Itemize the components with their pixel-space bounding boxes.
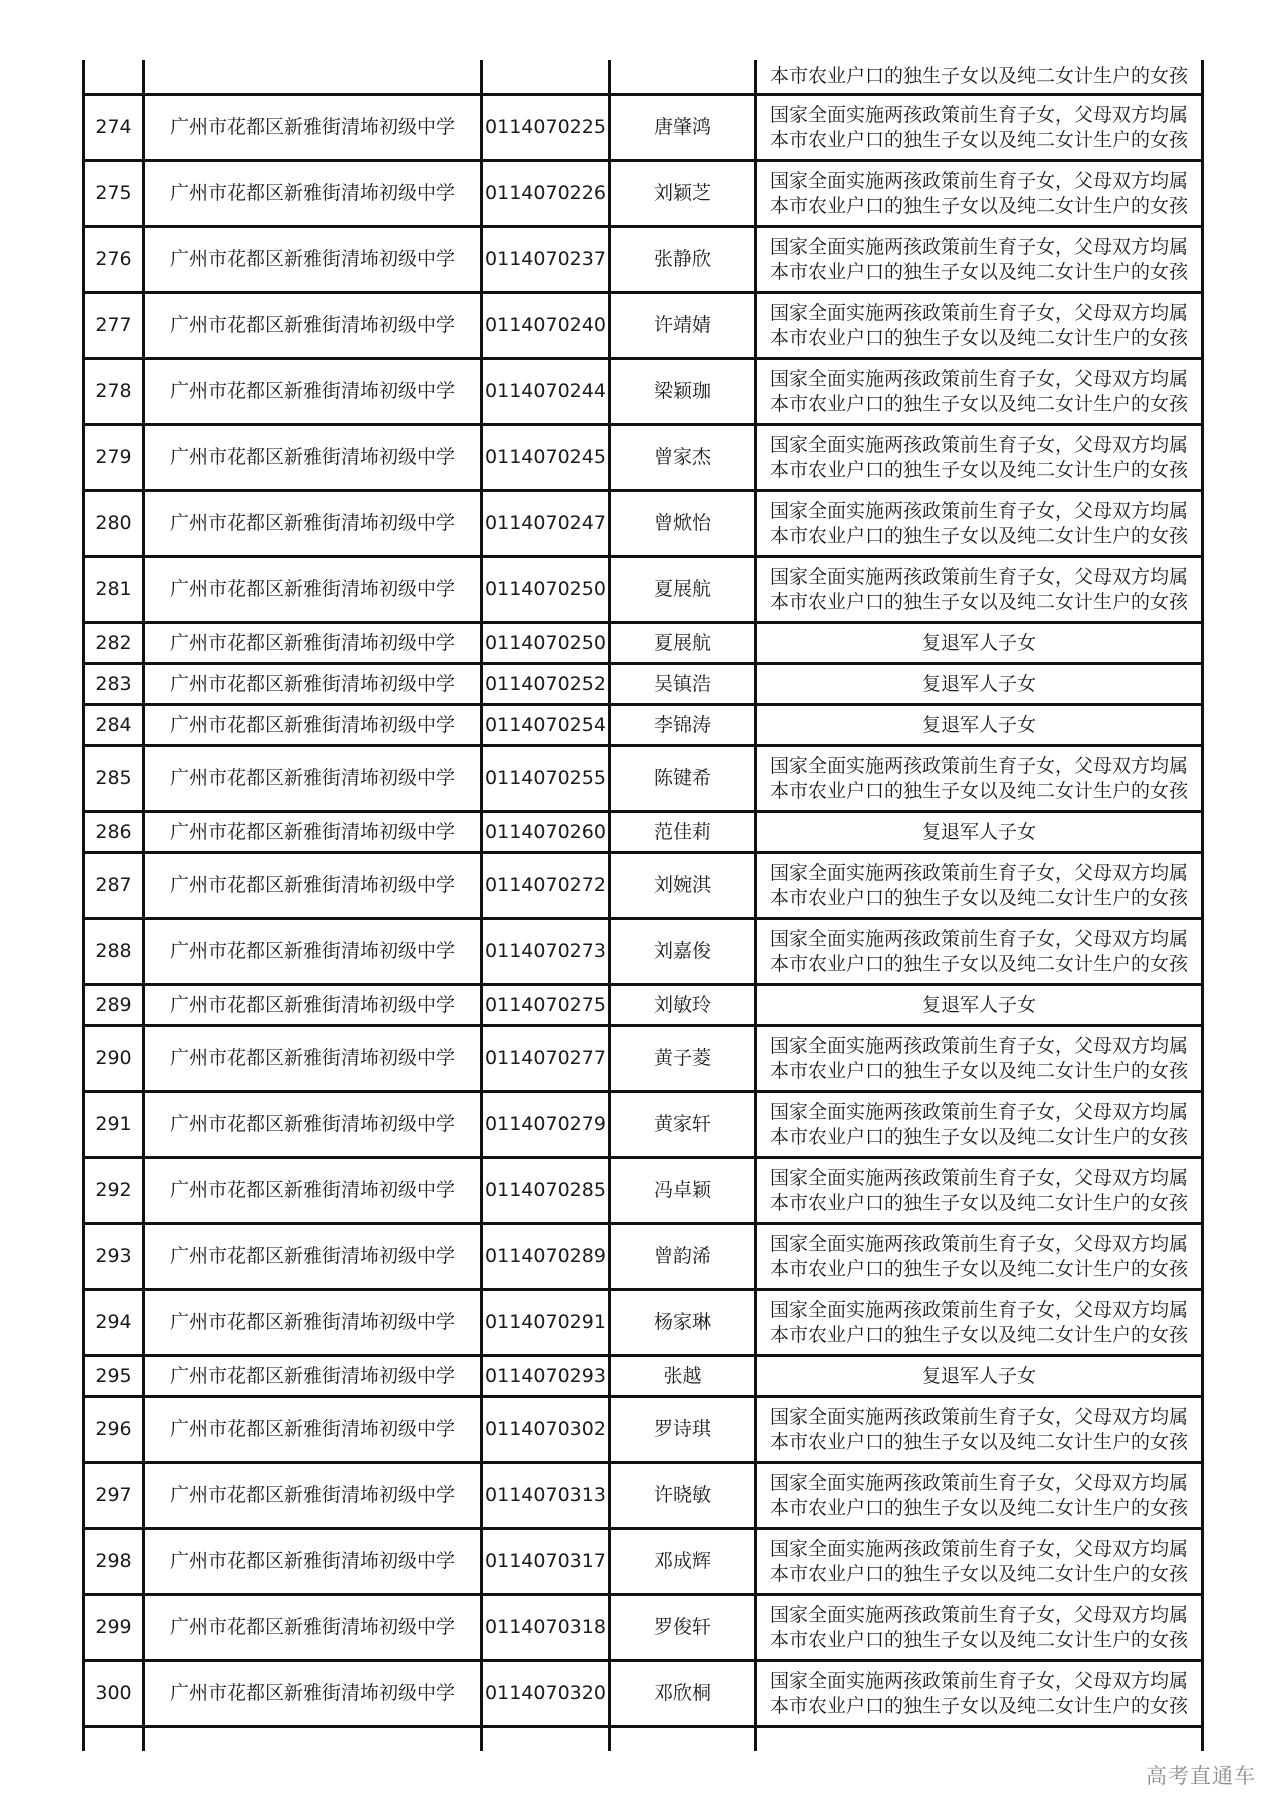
cell-no: 300 (82, 1662, 142, 1725)
cell-id: 0114070313 (480, 1464, 608, 1527)
table-row (82, 228, 1204, 294)
table-row (82, 1464, 1204, 1530)
cell-no: 299 (82, 1596, 142, 1659)
cell-id: 0114070250 (480, 558, 608, 621)
cell-school: 广州市花都区新雅街清㘵初级中学 (142, 854, 480, 917)
cell-school: 广州市花都区新雅街清㘵初级中学 (142, 1530, 480, 1593)
table-row (82, 665, 1204, 706)
cell-school: 广州市花都区新雅街清㘵初级中学 (142, 1291, 480, 1354)
table-row (82, 706, 1204, 747)
reason-line-2: 本市农业户口的独生子女以及纯二女计生户的女孩 (769, 1562, 1188, 1585)
cell-no: 293 (82, 1225, 142, 1288)
cell-no: 292 (82, 1159, 142, 1222)
table-row (82, 1027, 1204, 1093)
reason-line-2: 本市农业户口的独生子女以及纯二女计生户的女孩 (769, 260, 1188, 283)
cell-school: 广州市花都区新雅街清㘵初级中学 (142, 1662, 480, 1725)
cell-id: 0114070272 (480, 854, 608, 917)
reason-text: 复退军人子女 (921, 993, 1036, 1016)
cell-name: 范佳莉 (608, 813, 754, 851)
cell-id: 0114070317 (480, 1530, 608, 1593)
cell-no: 275 (82, 162, 142, 225)
cell-no: 289 (82, 986, 142, 1024)
cell-school: 广州市花都区新雅街清㘵初级中学 (142, 1596, 480, 1659)
cell-no: 290 (82, 1027, 142, 1090)
cell-school (142, 60, 480, 93)
reason-line-2: 本市农业户口的独生子女以及纯二女计生户的女孩 (769, 392, 1188, 415)
cell-reason (754, 96, 1204, 159)
reason-line-1: 国家全面实施两孩政策前生育子女，父母双方均属 (769, 1537, 1188, 1560)
reason-line-1: 国家全面实施两孩政策前生育子女，父母双方均属 (769, 1298, 1188, 1321)
reason-line-2: 本市农业户口的独生子女以及纯二女计生户的女孩 (769, 1059, 1188, 1082)
cell-school: 广州市花都区新雅街清㘵初级中学 (142, 1093, 480, 1156)
cell-no: 288 (82, 920, 142, 983)
cell-reason (754, 426, 1204, 489)
cell-name: 刘婉淇 (608, 854, 754, 917)
cell-name: 李锦涛 (608, 706, 754, 744)
cell-reason (754, 1159, 1204, 1222)
cell-id: 0114070320 (480, 1662, 608, 1725)
reason-line-2: 本市农业户口的独生子女以及纯二女计生户的女孩 (769, 458, 1188, 481)
cell-name (608, 1728, 754, 1751)
cell-no: 296 (82, 1398, 142, 1461)
reason-line-2: 本市农业户口的独生子女以及纯二女计生户的女孩 (769, 1694, 1188, 1717)
cell-id: 0114070252 (480, 665, 608, 703)
table-row-partial-top (82, 60, 1204, 96)
table-row (82, 492, 1204, 558)
table-row (82, 558, 1204, 624)
cell-id (480, 60, 608, 93)
cell-id: 0114070293 (480, 1357, 608, 1395)
reason-line-1: 国家全面实施两孩政策前生育子女，父母双方均属 (769, 861, 1188, 884)
reason-line-1: 国家全面实施两孩政策前生育子女，父母双方均属 (769, 754, 1188, 777)
cell-reason (754, 1027, 1204, 1090)
reason-line-2: 本市农业户口的独生子女以及纯二女计生户的女孩 (769, 1496, 1188, 1519)
table-row (82, 1530, 1204, 1596)
reason-line-2: 本市农业户口的独生子女以及纯二女计生户的女孩 (769, 1430, 1188, 1453)
cell-name: 许晓敏 (608, 1464, 754, 1527)
reason-line-2: 本市农业户口的独生子女以及纯二女计生户的女孩 (769, 194, 1188, 217)
reason-line-1: 国家全面实施两孩政策前生育子女，父母双方均属 (769, 169, 1188, 192)
cell-name (608, 60, 754, 93)
table-row (82, 1596, 1204, 1662)
cell-name: 刘敏玲 (608, 986, 754, 1024)
cell-name: 罗诗琪 (608, 1398, 754, 1461)
reason-line-2: 本市农业户口的独生子女以及纯二女计生户的女孩 (769, 1323, 1188, 1346)
reason-line-2: 本市农业户口的独生子女以及纯二女计生户的女孩 (769, 1257, 1188, 1280)
reason-line-1: 国家全面实施两孩政策前生育子女，父母双方均属 (769, 103, 1188, 126)
table-row (82, 920, 1204, 986)
cell-no (82, 1728, 142, 1751)
watermark: 高考直通车 (1146, 1764, 1256, 1788)
cell-id: 0114070260 (480, 813, 608, 851)
reason-line-2: 本市农业户口的独生子女以及纯二女计生户的女孩 (769, 590, 1188, 613)
reason-line-2: 本市农业户口的独生子女以及纯二女计生户的女孩 (769, 128, 1188, 151)
cell-reason (754, 1728, 1204, 1751)
cell-reason (754, 747, 1204, 810)
cell-no (82, 60, 142, 93)
reason-line-1: 国家全面实施两孩政策前生育子女，父母双方均属 (769, 235, 1188, 258)
table-row (82, 1093, 1204, 1159)
cell-no: 284 (82, 706, 142, 744)
cell-school: 广州市花都区新雅街清㘵初级中学 (142, 294, 480, 357)
cell-name: 黄家轩 (608, 1093, 754, 1156)
cell-reason (754, 1291, 1204, 1354)
reason-line-1: 国家全面实施两孩政策前生育子女，父母双方均属 (769, 1100, 1188, 1123)
cell-reason (754, 1357, 1204, 1395)
cell-no: 287 (82, 854, 142, 917)
cell-id: 0114070237 (480, 228, 608, 291)
cell-reason (754, 1398, 1204, 1461)
cell-reason (754, 854, 1204, 917)
cell-name: 梁颖珈 (608, 360, 754, 423)
cell-school: 广州市花都区新雅街清㘵初级中学 (142, 624, 480, 662)
cell-no: 286 (82, 813, 142, 851)
cell-school: 广州市花都区新雅街清㘵初级中学 (142, 1398, 480, 1461)
reason-line-1: 国家全面实施两孩政策前生育子女，父母双方均属 (769, 367, 1188, 390)
cell-school: 广州市花都区新雅街清㘵初级中学 (142, 360, 480, 423)
cell-school: 广州市花都区新雅街清㘵初级中学 (142, 426, 480, 489)
reason-line-1: 国家全面实施两孩政策前生育子女，父母双方均属 (769, 1405, 1188, 1428)
reason-line-2: 本市农业户口的独生子女以及纯二女计生户的女孩 (769, 1125, 1188, 1148)
reason-line-1: 国家全面实施两孩政策前生育子女，父母双方均属 (769, 301, 1188, 324)
cell-no: 291 (82, 1093, 142, 1156)
cell-name: 陈键希 (608, 747, 754, 810)
table-row (82, 426, 1204, 492)
table-row (82, 96, 1204, 162)
cell-no: 276 (82, 228, 142, 291)
cell-no: 278 (82, 360, 142, 423)
reason-line-2: 本市农业户口的独生子女以及纯二女计生户的女孩 (769, 886, 1188, 909)
cell-id: 0114070279 (480, 1093, 608, 1156)
cell-id: 0114070291 (480, 1291, 608, 1354)
cell-no: 298 (82, 1530, 142, 1593)
cell-id: 0114070273 (480, 920, 608, 983)
cell-name: 刘颖芝 (608, 162, 754, 225)
table-row-partial-bottom (82, 1728, 1204, 1751)
cell-school: 广州市花都区新雅街清㘵初级中学 (142, 665, 480, 703)
reason-line-1: 国家全面实施两孩政策前生育子女，父母双方均属 (769, 499, 1188, 522)
table-row (82, 294, 1204, 360)
cell-name: 杨家琳 (608, 1291, 754, 1354)
cell-name: 邓成辉 (608, 1530, 754, 1593)
cell-no: 277 (82, 294, 142, 357)
cell-school (142, 1728, 480, 1751)
cell-reason (754, 706, 1204, 744)
cell-school: 广州市花都区新雅街清㘵初级中学 (142, 986, 480, 1024)
reason-line-1: 国家全面实施两孩政策前生育子女，父母双方均属 (769, 1166, 1188, 1189)
cell-id: 0114070254 (480, 706, 608, 744)
reason-line-2: 本市农业户口的独生子女以及纯二女计生户的女孩 (769, 1191, 1188, 1214)
reason-line-2: 本市农业户口的独生子女以及纯二女计生户的女孩 (769, 524, 1188, 547)
cell-name: 邓欣桐 (608, 1662, 754, 1725)
table-row (82, 986, 1204, 1027)
table-row (82, 1662, 1204, 1728)
table-row (82, 1225, 1204, 1291)
cell-school: 广州市花都区新雅街清㘵初级中学 (142, 1357, 480, 1395)
cell-reason (754, 1662, 1204, 1725)
cell-name: 许靖婧 (608, 294, 754, 357)
table-row (82, 162, 1204, 228)
cell-no: 274 (82, 96, 142, 159)
cell-reason (754, 665, 1204, 703)
cell-school: 广州市花都区新雅街清㘵初级中学 (142, 558, 480, 621)
reason-line-2: 本市农业户口的独生子女以及纯二女计生户的女孩 (769, 952, 1188, 975)
cell-school: 广州市花都区新雅街清㘵初级中学 (142, 813, 480, 851)
cell-school: 广州市花都区新雅街清㘵初级中学 (142, 492, 480, 555)
cell-name: 唐肇鸿 (608, 96, 754, 159)
reason-line-2: 本市农业户口的独生子女以及纯二女计生户的女孩 (769, 326, 1188, 349)
cell-name: 吴镇浩 (608, 665, 754, 703)
cell-id: 0114070275 (480, 986, 608, 1024)
cell-reason (754, 60, 1204, 93)
cell-id (480, 1728, 608, 1751)
cell-school: 广州市花都区新雅街清㘵初级中学 (142, 96, 480, 159)
cell-id: 0114070277 (480, 1027, 608, 1090)
reason-text: 复退军人子女 (921, 1364, 1036, 1387)
cell-school: 广州市花都区新雅街清㘵初级中学 (142, 920, 480, 983)
cell-reason (754, 1225, 1204, 1288)
cell-reason (754, 1596, 1204, 1659)
cell-reason (754, 986, 1204, 1024)
reason-text: 复退军人子女 (921, 713, 1036, 736)
cell-school: 广州市花都区新雅街清㘵初级中学 (142, 1159, 480, 1222)
cell-id: 0114070240 (480, 294, 608, 357)
cell-id: 0114070250 (480, 624, 608, 662)
reason-line-1: 国家全面实施两孩政策前生育子女，父母双方均属 (769, 927, 1188, 950)
table-row (82, 747, 1204, 813)
cell-name: 曾家杰 (608, 426, 754, 489)
reason-text: 复退军人子女 (921, 672, 1036, 695)
cell-school: 广州市花都区新雅街清㘵初级中学 (142, 1464, 480, 1527)
cell-school: 广州市花都区新雅街清㘵初级中学 (142, 1225, 480, 1288)
cell-no: 280 (82, 492, 142, 555)
cell-id: 0114070226 (480, 162, 608, 225)
cell-id: 0114070285 (480, 1159, 608, 1222)
cell-reason (754, 813, 1204, 851)
cell-name: 冯卓颖 (608, 1159, 754, 1222)
table-row (82, 360, 1204, 426)
cell-name: 夏展航 (608, 624, 754, 662)
table-row (82, 1159, 1204, 1225)
reason-line-1: 国家全面实施两孩政策前生育子女，父母双方均属 (769, 1034, 1188, 1057)
cell-id: 0114070318 (480, 1596, 608, 1659)
cell-reason (754, 1093, 1204, 1156)
cell-no: 295 (82, 1357, 142, 1395)
cell-reason (754, 920, 1204, 983)
table-row (82, 624, 1204, 665)
cell-no: 285 (82, 747, 142, 810)
reason-line-2: 本市农业户口的独生子女以及纯二女计生户的女孩 (769, 779, 1188, 802)
reason-line-1: 国家全面实施两孩政策前生育子女，父母双方均属 (769, 565, 1188, 588)
reason-line-1: 国家全面实施两孩政策前生育子女，父母双方均属 (769, 1669, 1188, 1692)
cell-reason (754, 624, 1204, 662)
reason-line-1: 国家全面实施两孩政策前生育子女，父母双方均属 (769, 1232, 1188, 1255)
reason-line-2: 本市农业户口的独生子女以及纯二女计生户的女孩 (769, 1628, 1188, 1651)
cell-id: 0114070289 (480, 1225, 608, 1288)
reason-line-1: 国家全面实施两孩政策前生育子女，父母双方均属 (769, 1603, 1188, 1626)
cell-name: 张静欣 (608, 228, 754, 291)
cell-name: 罗俊轩 (608, 1596, 754, 1659)
cell-name: 黄子菱 (608, 1027, 754, 1090)
cell-school: 广州市花都区新雅街清㘵初级中学 (142, 228, 480, 291)
cell-reason (754, 360, 1204, 423)
cell-school: 广州市花都区新雅街清㘵初级中学 (142, 162, 480, 225)
cell-id: 0114070225 (480, 96, 608, 159)
cell-id: 0114070245 (480, 426, 608, 489)
cell-name: 夏展航 (608, 558, 754, 621)
cell-id: 0114070244 (480, 360, 608, 423)
cell-reason (754, 492, 1204, 555)
student-table (82, 60, 1204, 1751)
reason-line-2: 本市农业户口的独生子女以及纯二女计生户的女孩 (769, 65, 1188, 87)
cell-no: 297 (82, 1464, 142, 1527)
cell-school: 广州市花都区新雅街清㘵初级中学 (142, 747, 480, 810)
reason-line-1: 国家全面实施两孩政策前生育子女，父母双方均属 (769, 1471, 1188, 1494)
cell-name: 刘嘉俊 (608, 920, 754, 983)
cell-reason (754, 294, 1204, 357)
cell-name: 曾焮怡 (608, 492, 754, 555)
table-row (82, 813, 1204, 854)
cell-reason (754, 1530, 1204, 1593)
table-row (82, 1398, 1204, 1464)
reason-line-1: 国家全面实施两孩政策前生育子女，父母双方均属 (769, 433, 1188, 456)
cell-no: 281 (82, 558, 142, 621)
table-row (82, 854, 1204, 920)
cell-reason (754, 162, 1204, 225)
cell-id: 0114070247 (480, 492, 608, 555)
cell-school: 广州市花都区新雅街清㘵初级中学 (142, 1027, 480, 1090)
cell-reason (754, 1464, 1204, 1527)
cell-id: 0114070302 (480, 1398, 608, 1461)
reason-text: 复退军人子女 (921, 631, 1036, 654)
cell-name: 曾韵浠 (608, 1225, 754, 1288)
cell-no: 279 (82, 426, 142, 489)
table-row (82, 1357, 1204, 1398)
cell-name: 张越 (608, 1357, 754, 1395)
cell-reason (754, 558, 1204, 621)
reason-text: 复退军人子女 (921, 820, 1036, 843)
cell-no: 283 (82, 665, 142, 703)
cell-no: 282 (82, 624, 142, 662)
cell-reason (754, 228, 1204, 291)
table-row (82, 1291, 1204, 1357)
cell-no: 294 (82, 1291, 142, 1354)
cell-id: 0114070255 (480, 747, 608, 810)
cell-school: 广州市花都区新雅街清㘵初级中学 (142, 706, 480, 744)
